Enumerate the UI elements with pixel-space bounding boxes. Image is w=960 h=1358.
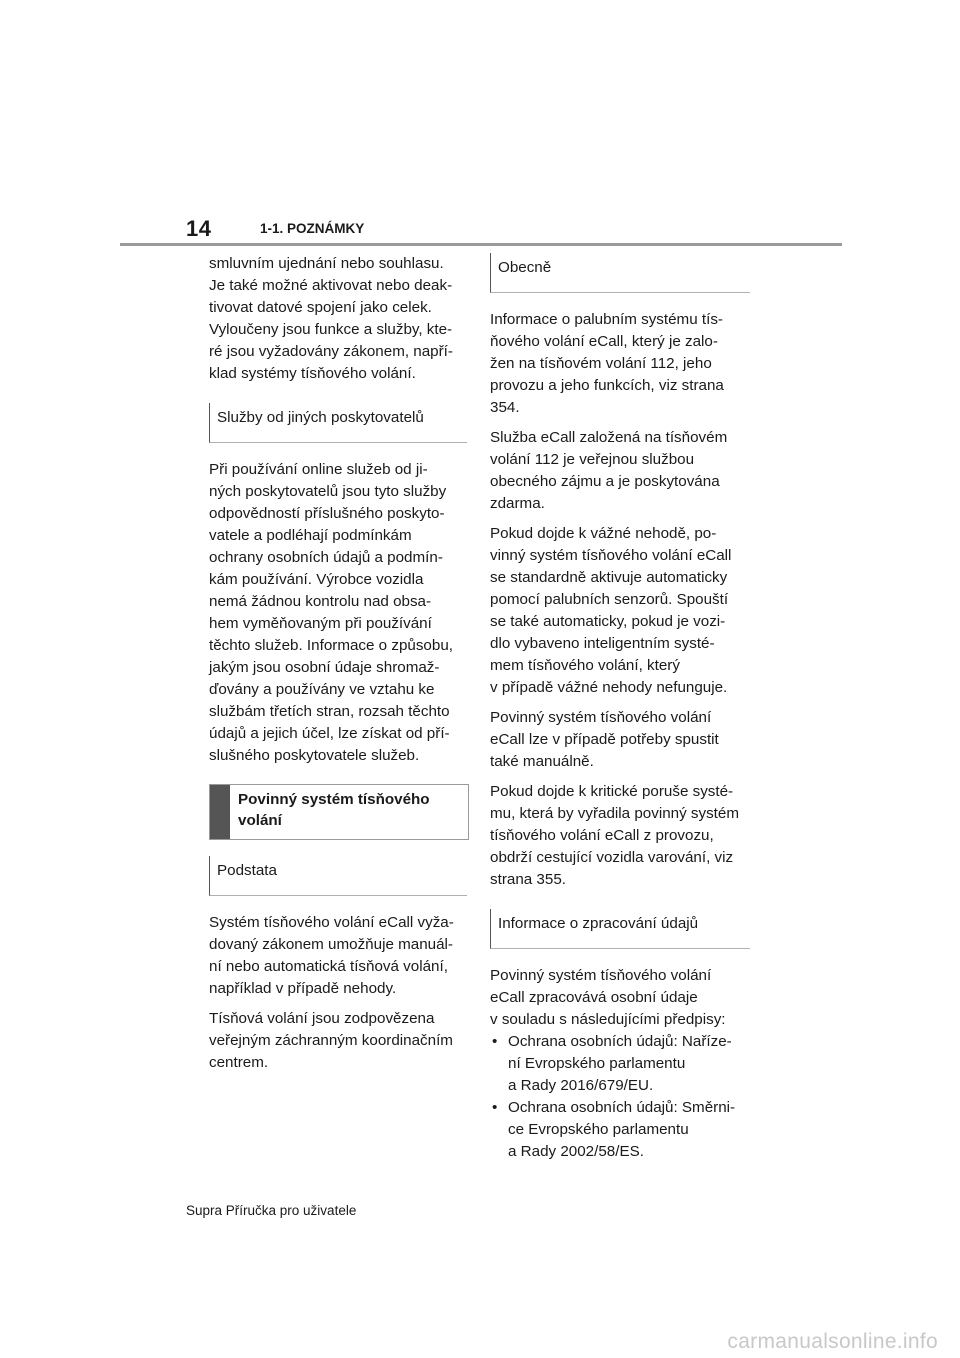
general-paragraph-2: Služba eCall založená na tísňovém volání 112 je veřejnou službou obecného zájmu a je poskytována zdarma. [490, 429, 728, 512]
page-number: 14 [186, 216, 212, 241]
regulations-list [490, 1031, 752, 1163]
list-item: • Ochrana osobních údajů: Naříze- ní Evropského parlamentu a Rady 2016/679/EU. [490, 1031, 752, 1097]
chapter-title: 1-1. POZNÁMKY [260, 221, 365, 236]
other-providers-paragraph: Při používání online služeb od ji- ných poskytovatelů jsou tyto služby odpovědností příslušného poskyto- vatele a podléhají podmínkám ochrany osobních údajů a podmín- kám používání. Výrobce vozidla nemá žádnou kontrolu nad obsa- hem vyměňovaným při používání těchto služeb. Informace o způsobu, jakým jsou osobní údaje shromaž- ďovány a používány ve vztahu ke službám třetích stran, rozsah těchto údajů a jejich účel, lze získat od pří- slušného poskytovatele služeb. [209, 461, 453, 764]
main-heading-emergency-call [209, 784, 469, 840]
section-heading-other-providers: Služby od jiných poskytovatelů [209, 403, 467, 443]
right-column [490, 253, 752, 1163]
general-paragraph-1: Informace o palubním systému tís- ňového volání eCall, který je zalo- žen na tísňovém volání 112, jeho provozu a jeho funkcích, viz strana 354. [490, 311, 724, 416]
processing-intro: Povinný systém tísňového volání eCall zpracovává osobní údaje v souladu s následujícími předpisy: [490, 967, 726, 1028]
watermark: carmanualsonline.info [727, 1330, 938, 1353]
section-heading-data-processing: Informace o zpracování údajů [490, 909, 750, 949]
essence-paragraph-2: Tísňová volání jsou zodpovězena veřejným záchranným koordinačním centrem. [209, 1010, 453, 1071]
section-heading-essence: Podstata [209, 856, 467, 896]
general-paragraph-3: Pokud dojde k vážné nehodě, po- vinný systém tísňového volání eCall se standardně aktivuje automaticky pomocí palubních senzorů. Spouští se také automaticky, pokud je vozi- dlo vybaveno inteligentním systé- mem tísňového volání, který v případě vážné nehody nefunguje. [490, 525, 732, 696]
general-paragraph-5: Pokud dojde k kritické poruše systé- mu, která by vyřadila povinný systém tísňového volání eCall z provozu, obdrží cestující vozidla varování, viz strana 355. [490, 783, 739, 888]
intro-paragraph: smluvním ujednání nebo souhlasu. Je také možné aktivovat nebo deak- tivovat datové spojení jako celek. Vyloučeny jsou funkce a služby, kte- ré jsou vyžadovány zákonem, napří- klad systémy tísňového volání. [209, 255, 453, 382]
list-item: • Ochrana osobních údajů: Směrni- ce Evropského parlamentu a Rady 2002/58/ES. [490, 1097, 752, 1163]
general-paragraph-4: Povinný systém tísňového volání eCall lze v případě potřeby spustit také manuálně. [490, 709, 719, 770]
footer-manual-title: Supra Příručka pro uživatele [186, 1203, 357, 1218]
header-divider [120, 243, 842, 246]
essence-paragraph-1: Systém tísňového volání eCall vyža- dovaný zákonem umožňuje manuál- ní nebo automatická tísňová volání, například v případě nehody. [209, 914, 454, 997]
heading-marker-bar [210, 785, 230, 839]
main-heading-text: Povinný systém tísňového volání [238, 791, 430, 829]
section-heading-general: Obecně [490, 253, 750, 293]
left-column [209, 253, 471, 1082]
